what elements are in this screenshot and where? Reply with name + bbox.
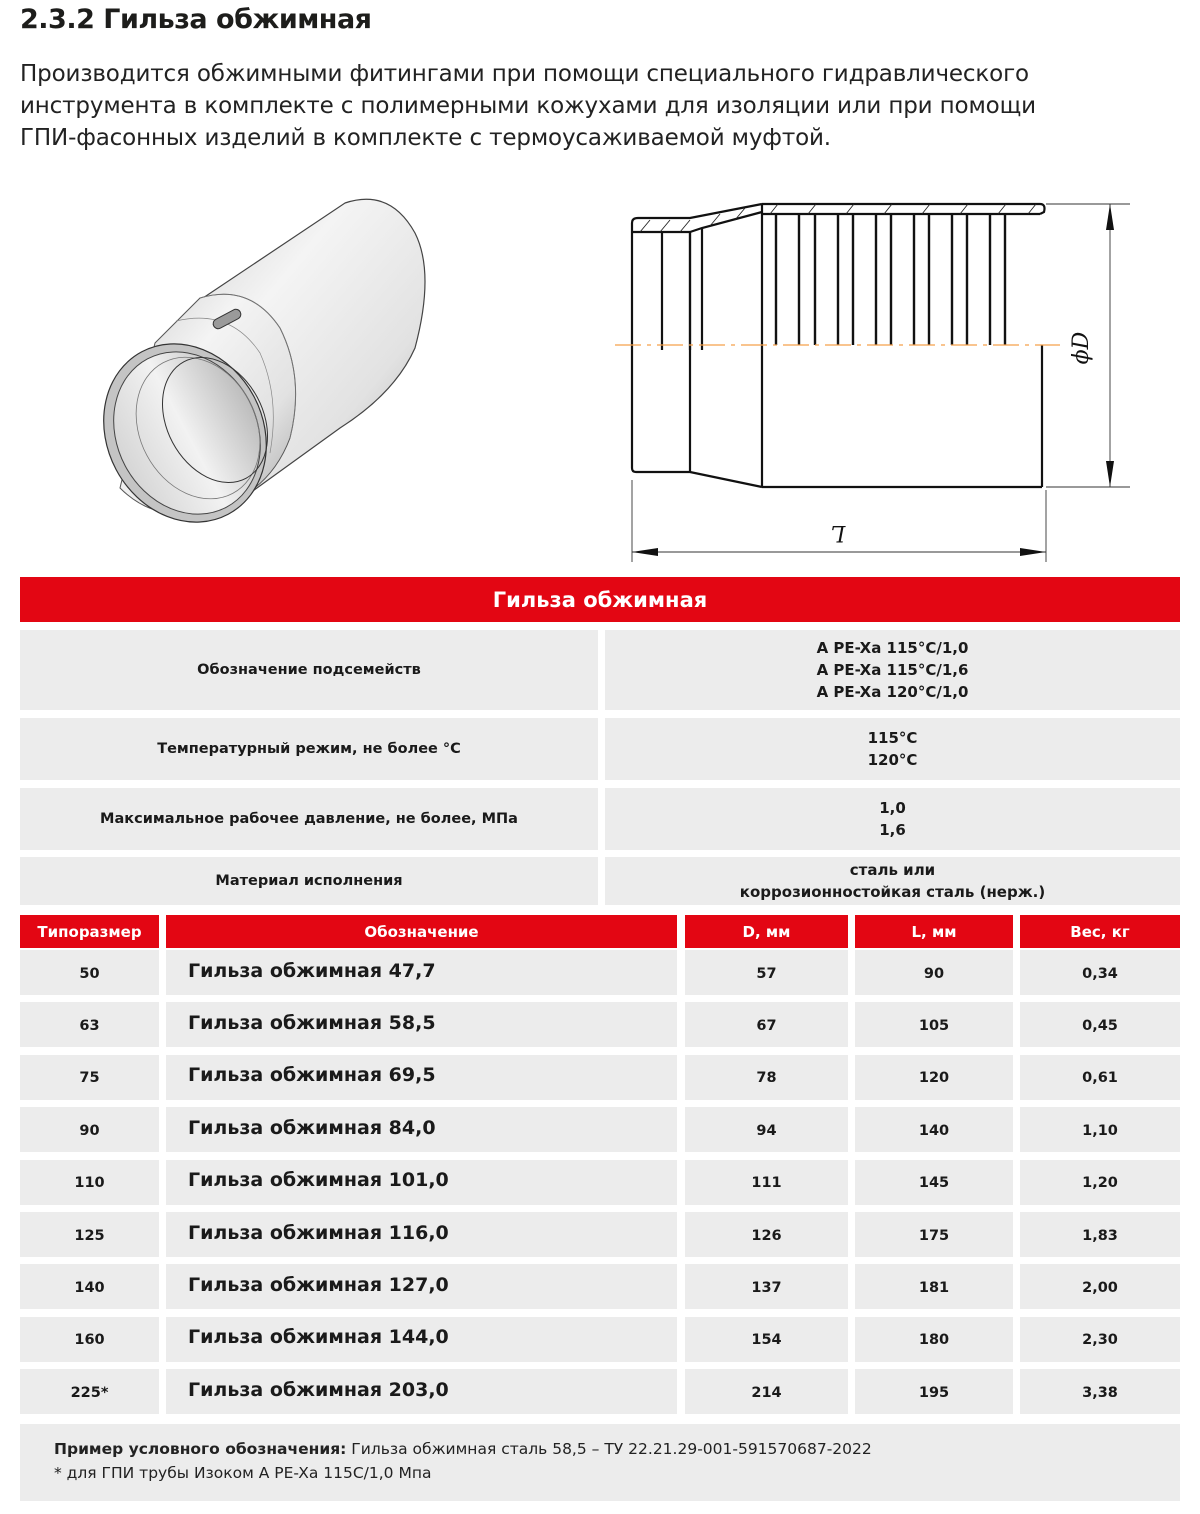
spec-value [605,718,1180,780]
column-header-designation: Обозначение [166,915,677,948]
length-label: L [830,520,846,545]
size-cell: 110 [20,1160,159,1205]
column-header-length: L, мм [855,915,1013,948]
spec-value-line: A PE-Xa 115°C/1,6 [816,661,969,679]
designation-cell: Гильза обжимная 127,0 [166,1264,677,1309]
designation-cell: Гильза обжимная 58,5 [166,1002,677,1047]
size-cell: 63 [20,1002,159,1047]
table-row [0,1317,1200,1362]
spec-value-line: A PE-Xa 120°C/1,0 [816,683,969,701]
weight-cell: 1,20 [1020,1160,1180,1205]
diameter-cell: 78 [685,1055,848,1100]
designation-cell: Гильза обжимная 203,0 [166,1369,677,1414]
spec-value [605,630,1180,710]
spec-value-line: 120°C [867,751,918,769]
sleeve-3d-illustration [90,188,505,548]
spec-value-line: сталь или [849,861,936,879]
table-row [0,1369,1200,1414]
spec-value-line: 115°C [867,729,918,747]
size-cell: 140 [20,1264,159,1309]
diameter-cell: 67 [685,1002,848,1047]
spec-label: Максимальное рабочее давление, не более, МПа [20,788,598,850]
diameter-cell: 154 [685,1317,848,1362]
table-row [0,1160,1200,1205]
spec-table-title: Гильза обжимная [20,577,1180,622]
spec-value [605,788,1180,850]
size-cell: 50 [20,950,159,995]
example-label: Пример условного обозначения: [54,1440,347,1458]
intro-paragraph [20,58,1190,154]
weight-cell: 3,38 [1020,1369,1180,1414]
designation-cell: Гильза обжимная 101,0 [166,1160,677,1205]
length-cell: 140 [855,1107,1013,1152]
designation-cell: Гильза обжимная 47,7 [166,950,677,995]
table-row [0,1002,1200,1047]
weight-cell: 2,00 [1020,1264,1180,1309]
weight-cell: 0,34 [1020,950,1180,995]
column-header-diameter: D, мм [685,915,848,948]
weight-cell: 2,30 [1020,1317,1180,1362]
spec-label: Обозначение подсемейств [20,630,598,710]
spec-label: Материал исполнения [20,857,598,905]
spec-value-line: 1,6 [879,821,906,839]
spec-label: Температурный режим, не более °C [20,718,598,780]
table-row [0,1212,1200,1257]
diameter-cell: 126 [685,1212,848,1257]
designation-cell: Гильза обжимная 144,0 [166,1317,677,1362]
weight-cell: 0,45 [1020,1002,1180,1047]
column-header-size: Типоразмер [20,915,159,948]
weight-cell: 0,61 [1020,1055,1180,1100]
table-row [0,1055,1200,1100]
designation-cell: Гильза обжимная 84,0 [166,1107,677,1152]
length-cell: 145 [855,1160,1013,1205]
size-cell: 75 [20,1055,159,1100]
length-cell: 175 [855,1212,1013,1257]
weight-cell: 1,10 [1020,1107,1180,1152]
diameter-cell: 94 [685,1107,848,1152]
size-cell: 90 [20,1107,159,1152]
spec-value-line: A PE-Xa 115°C/1,0 [816,639,969,657]
diameter-cell: 111 [685,1160,848,1205]
length-cell: 90 [855,950,1013,995]
length-cell: 181 [855,1264,1013,1309]
designation-example [54,1437,1180,1461]
size-cell: 125 [20,1212,159,1257]
asterisk-note: * для ГПИ трубы Изоком A PE-Xa 115C/1,0 Мпа [54,1464,432,1482]
designation-cell: Гильза обжимная 116,0 [166,1212,677,1257]
table-row [0,1264,1200,1309]
designation-cell: Гильза обжимная 69,5 [166,1055,677,1100]
table-row [0,950,1200,995]
intro-line: Производится обжимными фитингами при помощи специального гидравлического [20,61,1029,87]
page-title: 2.3.2 Гильза обжимная [20,4,372,35]
length-cell: 195 [855,1369,1013,1414]
diameter-cell: 57 [685,950,848,995]
diameter-cell: 214 [685,1369,848,1414]
length-cell: 105 [855,1002,1013,1047]
diameter-label: ϕD [1069,331,1094,365]
example-text: Гильза обжимная сталь 58,5 – ТУ 22.21.29-001-591570687-2022 [346,1440,872,1458]
footnote-box [20,1424,1180,1501]
sleeve-technical-drawing [610,190,1135,565]
length-cell: 120 [855,1055,1013,1100]
spec-value [605,857,1180,905]
spec-value-line: коррозионностойкая сталь (нерж.) [739,883,1046,901]
table-row [0,1107,1200,1152]
size-cell: 160 [20,1317,159,1362]
diameter-cell: 137 [685,1264,848,1309]
intro-line: ГПИ-фасонных изделий в комплекте с термоусаживаемой муфтой. [20,125,831,151]
length-cell: 180 [855,1317,1013,1362]
column-header-weight: Вес, кг [1020,915,1180,948]
spec-value-line: 1,0 [879,799,906,817]
size-cell: 225* [20,1369,159,1414]
weight-cell: 1,83 [1020,1212,1180,1257]
intro-line: инструмента в комплекте с полимерными кожухами для изоляции или при помощи [20,93,1036,119]
